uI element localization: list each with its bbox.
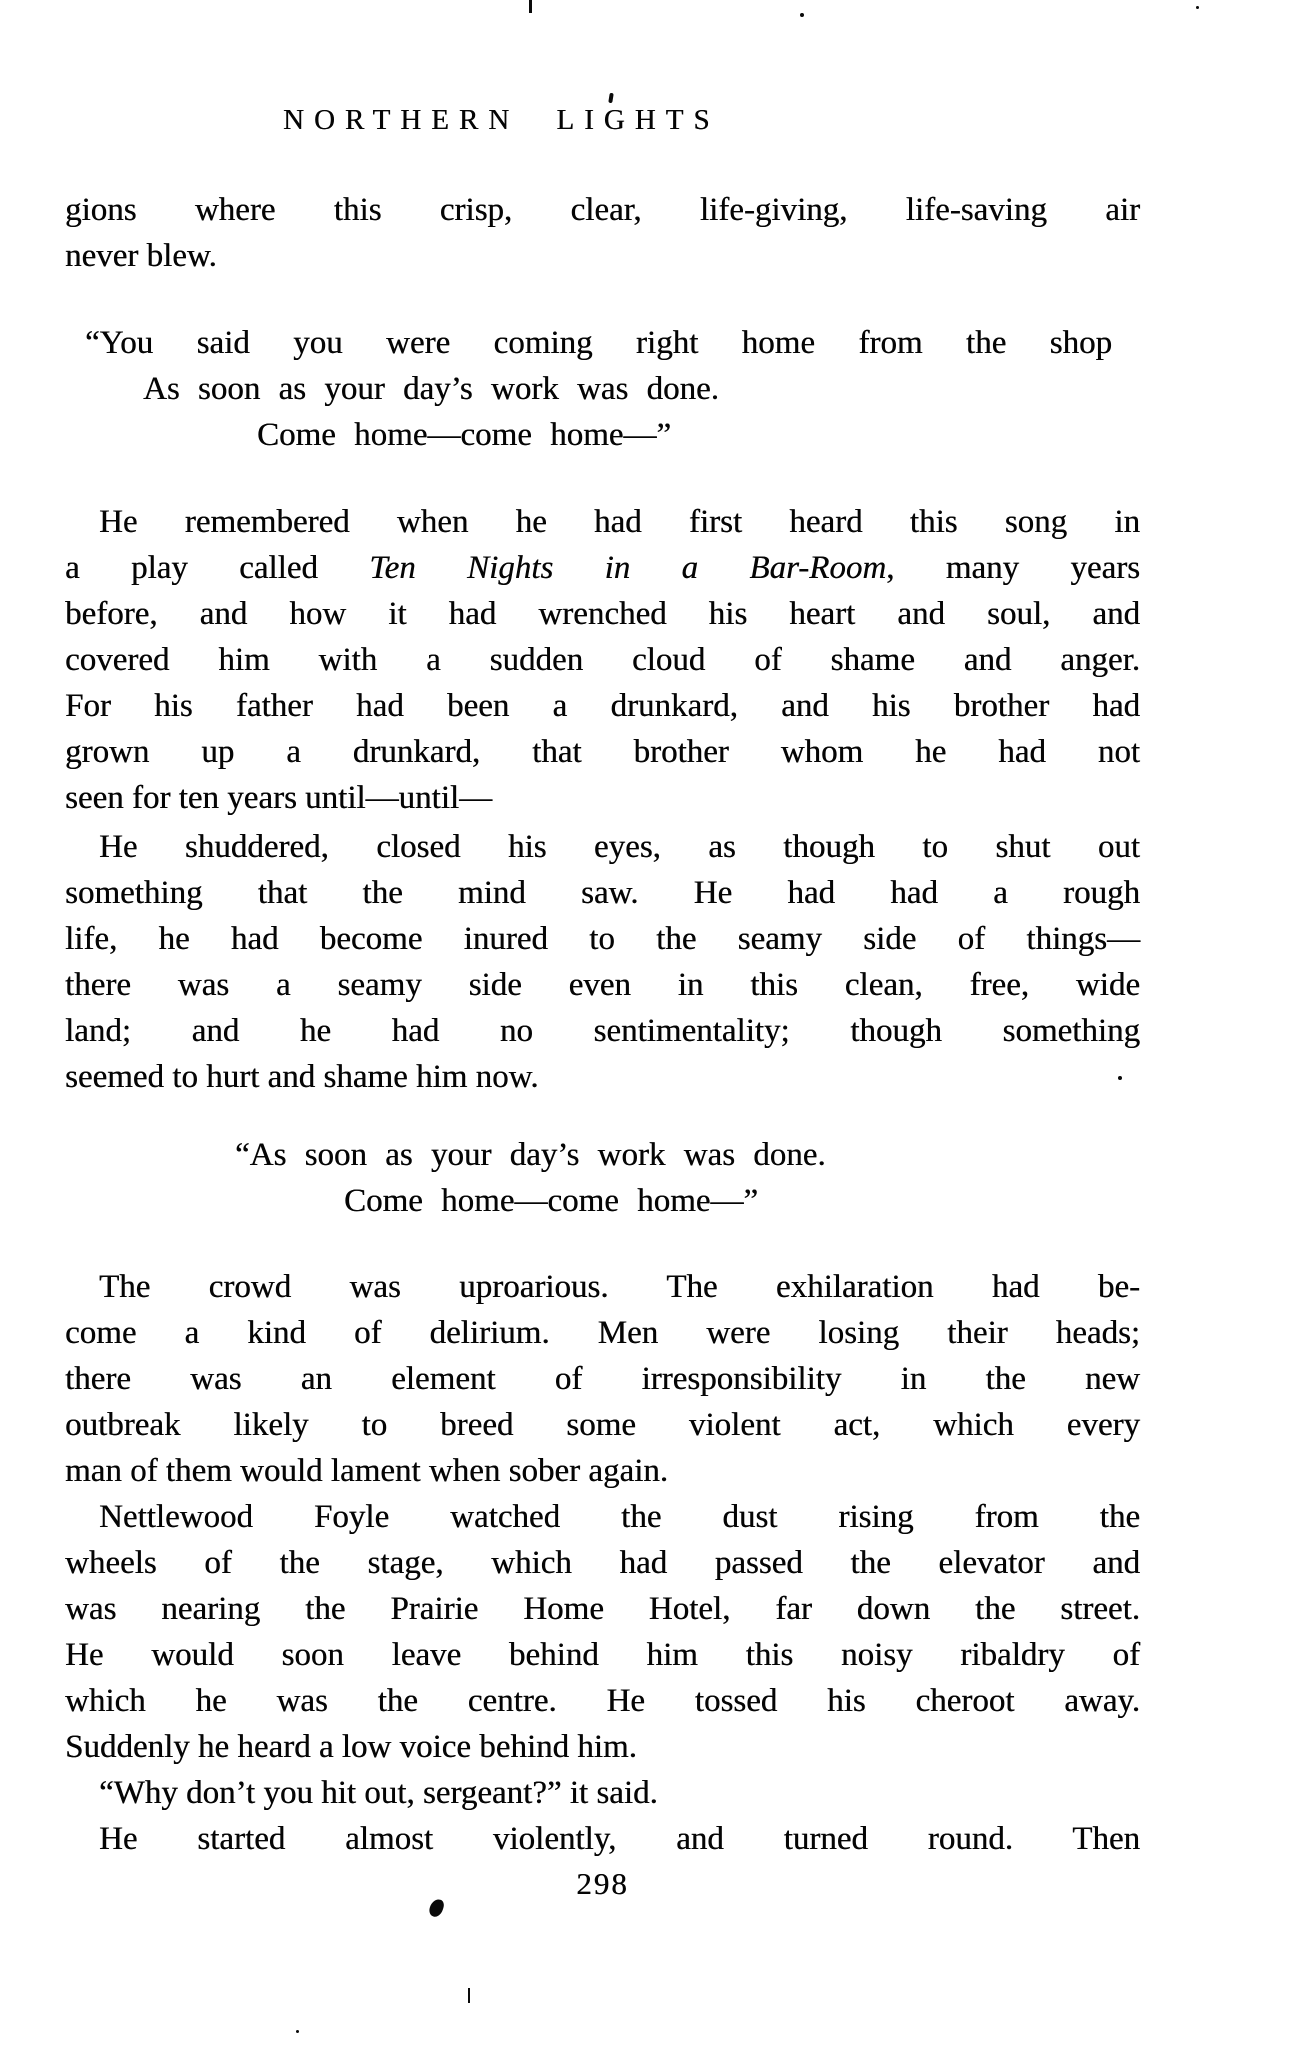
text-line: man of them would lament when sober again. [65,1453,669,1489]
text-line: seemed to hurt and shame him now. [65,1059,539,1095]
text-line: land; and he had no sentimentality; though something [65,1013,1140,1049]
text-line: The crowd was uproarious. The exhilaration had be- [99,1269,1140,1305]
text-line: seen for ten years until—until— [65,780,493,816]
paragraph [65,499,1140,821]
text-line: He would soon leave behind him this noisy ribaldry of [65,1637,1140,1673]
text-line: was nearing the Prairie Home Hotel, far down the street. [65,1591,1140,1627]
text-line: For his father had been a drunkard, and his brother had [65,688,1140,724]
ink-speck [296,2030,299,2033]
paragraph [65,1494,1140,1770]
text-line: grown up a drunkard, that brother whom he had not [65,734,1140,770]
ink-speck [468,1988,470,2003]
verse-line: “As soon as your day’s work was done. [235,1137,826,1173]
text-line: Nettlewood Foyle watched the dust rising from the [99,1499,1140,1535]
text-line: Suddenly he heard a low voice behind him. [65,1729,637,1765]
text-line: “Why don’t you hit out, sergeant?” it said. [99,1775,658,1811]
verse-line: “You said you were coming right home from the shop [85,325,1112,361]
paragraph [65,824,1140,1100]
text-run: a play called [65,550,370,586]
paragraph [65,187,1140,279]
text-line: there was a seamy side even in this clean, free, wide [65,967,1140,1003]
running-head: NORTHERN LIGHTS [283,104,720,136]
paragraph [65,1816,1140,1862]
text-line: never blew. [65,238,217,274]
ink-speck [529,0,532,13]
verse-line: Come home—come home—” [257,417,672,453]
text-line: He started almost violently, and turned round. Then [99,1821,1140,1857]
text-line: gions where this crisp, clear, life-giving, life-saving air [65,192,1140,228]
text-line [65,545,1140,591]
text-line: He remembered when he had first heard this song in [99,504,1140,540]
text-line: covered him with a sudden cloud of shame and anger. [65,642,1140,678]
text-line: come a kind of delirium. Men were losing their heads; [65,1315,1140,1351]
verse-line: Come home—come home—” [344,1183,759,1219]
song-stanza [65,1132,1140,1224]
ink-speck [1118,1076,1122,1080]
song-stanza [65,320,1140,458]
text-line: outbreak likely to breed some violent act, which every [65,1407,1140,1443]
paragraph [65,1770,1140,1816]
text-line: there was an element of irresponsibility in the new [65,1361,1140,1397]
paragraph [65,1264,1140,1494]
ink-speck [608,93,614,104]
text-line: something that the mind saw. He had had a rough [65,875,1140,911]
ink-speck [1196,6,1199,9]
ink-speck [800,13,804,17]
text-line: before, and how it had wrenched his heart and soul, and [65,596,1140,632]
text-line: which he was the centre. He tossed his cheroot away. [65,1683,1140,1719]
text-line: life, he had become inured to the seamy side of things— [65,921,1140,957]
text-run: , many years [886,550,1140,586]
text-line: He shuddered, closed his eyes, as though to shut out [99,829,1140,865]
text-line: wheels of the stage, which had passed the elevator and [65,1545,1140,1581]
verse-line: As soon as your day’s work was done. [143,371,719,407]
book-title-italic: Ten Nights in a Bar-Room [369,550,887,586]
page-number: 298 [576,1866,629,1901]
